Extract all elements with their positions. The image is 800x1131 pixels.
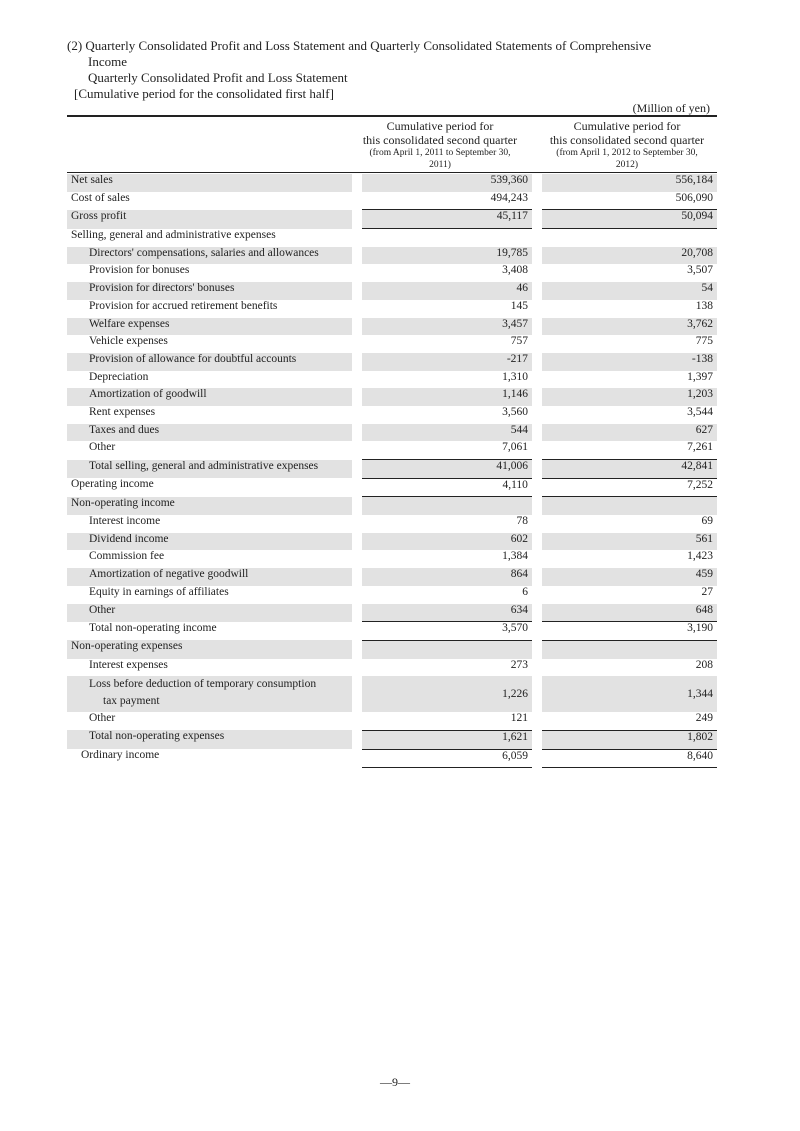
column-title-1: Cumulative period for [386,119,494,133]
row-label-line-1: Loss before deduction of temporary consumption [89,678,317,691]
value-2011: 41,006 [362,460,532,479]
statement-heading [67,38,651,102]
table-row [67,622,717,641]
value-2011: 6 [522,585,528,598]
value-2011: 3,457 [362,318,532,336]
row-label: Vehicle expenses [89,335,168,348]
column-title-1: Cumulative period for [573,119,681,133]
value-2011: 273 [510,658,528,671]
row-label: Interest income [89,515,161,528]
column-period-1: (from April 1, 2011 to September 30, [369,148,511,158]
value-2011: 121 [362,712,532,730]
row-label: Commission fee [89,550,165,563]
value-2011: 1,226 [362,676,532,712]
value-2012: 1,423 [687,550,713,563]
row-label: Other [89,441,116,454]
value-2012 [542,640,717,658]
table-row [67,659,717,677]
row-label: Total non-operating expenses [67,730,352,749]
value-2011: 757 [510,335,528,348]
row-label: Rent expenses [89,405,156,418]
row-label: Other [89,712,116,725]
table-row [67,749,717,768]
table-row [67,676,717,712]
value-2011: 19,785 [362,247,532,265]
row-label: Provision for accrued retirement benefits [89,299,278,312]
table-row [67,318,717,336]
table-row [67,515,717,533]
value-2012: 7,261 [542,441,717,459]
value-2011: 3,560 [502,405,528,418]
table-row [67,550,717,568]
row-label [67,676,352,712]
value-2012: 1,397 [687,370,713,383]
value-2012: 556,184 [542,174,717,192]
value-2011: 1,146 [362,388,532,406]
table-row [67,568,717,586]
table-row [67,640,717,658]
row-label: Directors' compensations, salaries and allowances [67,247,352,265]
row-label: Interest expenses [89,658,168,671]
row-label: Total selling, general and administrative expenses [67,460,352,479]
column-period-2: 2012) [615,160,639,170]
table-row [67,371,717,389]
value-2011: -217 [362,353,532,371]
row-label: Total non-operating income [89,621,217,634]
value-2012: 50,094 [542,210,717,229]
value-2012: 3,507 [687,264,713,277]
heading-line-2: Income [88,54,127,69]
value-2012: 3,544 [687,405,713,418]
value-2012: 506,090 [542,192,717,210]
row-label: Non-operating income [67,497,352,515]
value-2012: 69 [701,515,713,528]
page-number: —9— [380,1075,410,1089]
value-2011: 4,110 [362,478,532,497]
top-rule [67,115,717,117]
unit-label: (Million of yen) [632,101,710,115]
profit-loss-table [67,174,717,768]
value-2011: 1,621 [362,730,532,749]
row-label: Cost of sales [71,191,130,204]
table-row [67,460,717,479]
value-2012: 138 [695,299,713,312]
table-row [67,282,717,300]
value-2011: 539,360 [362,174,532,192]
value-2012 [542,497,717,515]
table-row [67,353,717,371]
value-2012: 27 [701,585,713,598]
table-row [67,406,717,424]
value-2012: 561 [542,533,717,551]
table-row [67,604,717,622]
table-row [67,335,717,353]
value-2011: 494,243 [362,192,532,210]
row-label: Net sales [67,174,352,192]
table-row [67,174,717,192]
value-2012: 1,203 [542,388,717,406]
row-label: Provision for bonuses [89,264,190,277]
table-row [67,300,717,318]
table-row [67,730,717,749]
column-period-2: 2011) [429,160,451,170]
row-label: Amortization of negative goodwill [67,568,352,586]
value-2012: 208 [695,658,713,671]
value-2011: 1,384 [502,550,528,563]
table-row [67,229,717,247]
row-label: Equity in earnings of affiliates [89,585,229,598]
table-row [67,264,717,282]
table-row [67,388,717,406]
value-2011: 78 [516,515,528,528]
column-header-2012 [537,119,717,171]
table-row [67,247,717,265]
table-row [67,712,717,730]
value-2012: 3,762 [542,318,717,336]
value-2011: 634 [362,604,532,622]
column-title-2: this consolidated second quarter [549,133,705,147]
value-2011: 864 [362,568,532,586]
value-2012: 648 [542,604,717,622]
value-2012: 1,802 [542,730,717,749]
value-2012 [542,229,717,247]
value-2012: 8,640 [542,749,717,768]
value-2012: 1,344 [542,676,717,712]
value-2011: 3,408 [502,264,528,277]
value-2012: 627 [542,424,717,442]
row-label: Dividend income [67,533,352,551]
row-label: Depreciation [89,370,149,383]
table-row [67,497,717,515]
value-2011 [362,497,532,515]
value-2012: 42,841 [542,460,717,479]
value-2011: 1,310 [502,370,528,383]
table-row [67,441,717,459]
value-2011: 7,061 [362,441,532,459]
value-2012: 459 [542,568,717,586]
value-2012: 3,190 [542,622,717,641]
row-label: Amortization of goodwill [67,388,352,406]
value-2011: 602 [362,533,532,551]
value-2012: 20,708 [542,247,717,265]
value-2012: 775 [695,335,713,348]
row-label-line-2: tax payment [103,695,160,708]
value-2011: 6,059 [362,749,532,768]
column-period-1: (from April 1, 2012 to September 30, [556,148,698,158]
table-row [67,478,717,497]
value-2012: 249 [542,712,717,730]
row-label: Provision for directors' bonuses [67,282,352,300]
row-label: Ordinary income [81,749,160,762]
table-row [67,586,717,604]
value-2012: -138 [542,353,717,371]
table-row [67,192,717,210]
row-label: Gross profit [67,210,352,229]
value-2011: 45,117 [362,210,532,229]
heading-line-1: (2) Quarterly Consolidated Profit and Loss Statement and Quarterly Consolidated Statements of Comprehensive [67,38,652,53]
row-label: Selling, general and administrative expenses [71,228,276,241]
value-2012: 7,252 [542,478,717,497]
row-label: Other [67,604,352,622]
heading-line-4: [Cumulative period for the consolidated first half] [74,86,334,101]
value-2012: 54 [542,282,717,300]
table-row [67,424,717,442]
table-row [67,210,717,229]
heading-line-3: Quarterly Consolidated Profit and Loss Statement [88,70,348,85]
row-label: Provision of allowance for doubtful accounts [67,353,352,371]
value-2011: 145 [510,299,528,312]
header-rule [67,172,717,173]
row-label: Taxes and dues [67,424,352,442]
row-label: Non-operating expenses [67,640,352,658]
value-2011: 544 [362,424,532,442]
table-row [67,533,717,551]
value-2011: 3,570 [362,622,532,641]
value-2011 [362,229,532,247]
row-label: Welfare expenses [67,318,352,336]
value-2011: 46 [362,282,532,300]
row-label: Operating income [71,478,154,491]
value-2011 [362,640,532,658]
column-title-2: this consolidated second quarter [362,133,518,147]
column-header-2011 [350,119,530,171]
